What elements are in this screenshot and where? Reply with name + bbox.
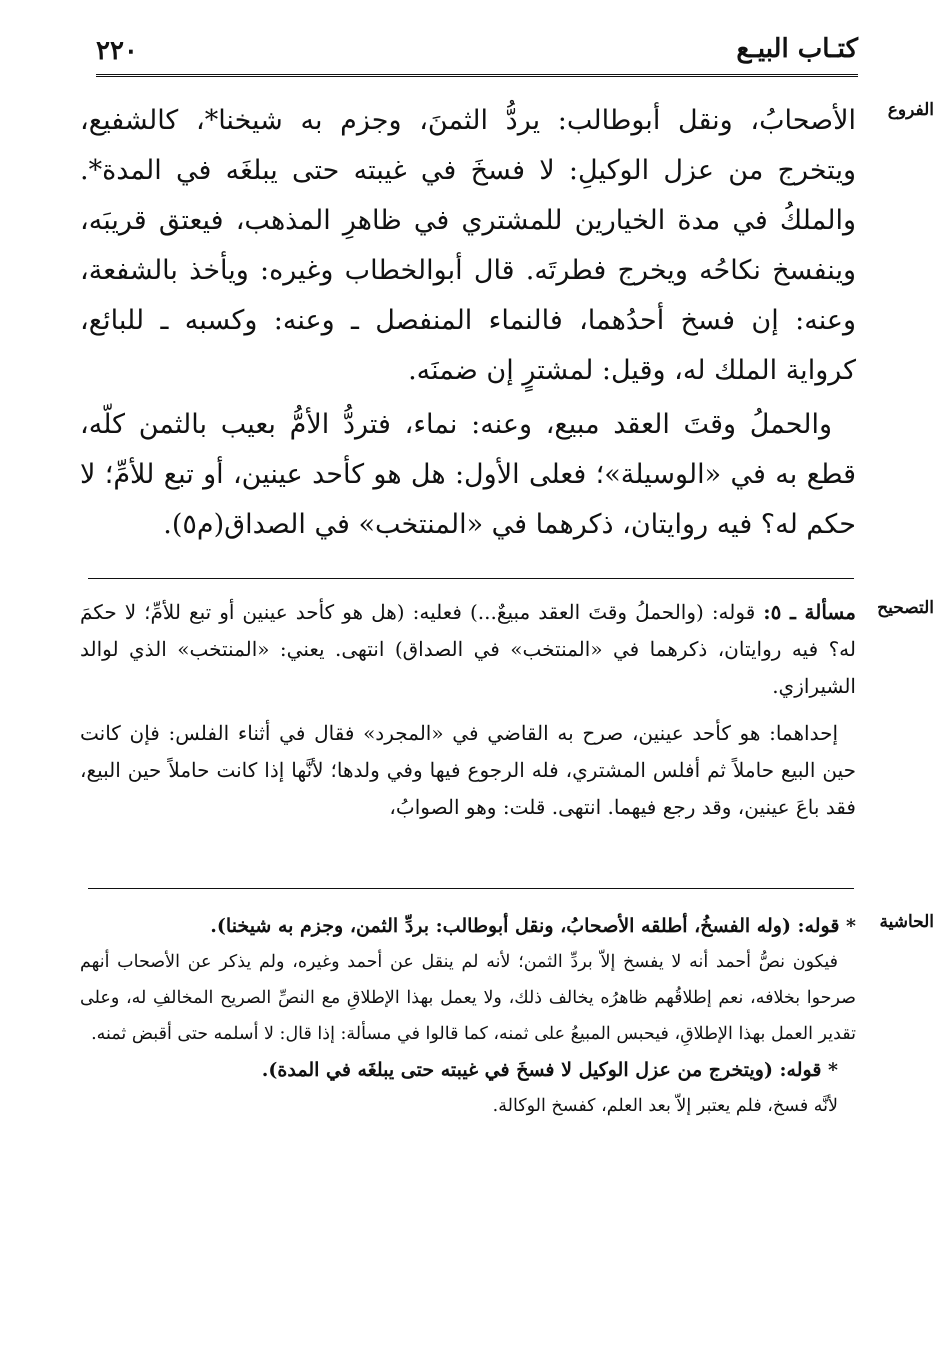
running-title: كتـاب البيـع [736,34,858,64]
tashih-paragraph-1 [80,594,856,705]
hashiya-note-2-body: لأنَّه فسخ، فلم يعتبر إلاّ بعد العلم، كفسخ الوكالة. [492,1096,838,1116]
page-header [96,28,858,74]
hashiya-note-1-quote: * قوله: (وله الفسخُ، أطلقه الأصحابُ، ونقل أبوطالب: بردِّ الثمن، وجزم به شيخنا). [210,915,856,937]
page-number: ٢٢٠ [96,36,138,66]
issue-label: مسألة ـ ٥: [763,600,856,624]
tashih-text [80,594,856,826]
hashiya-text [80,908,856,1124]
hashiya-label: الحاشية [879,912,934,932]
tashih-paragraph-2: إحداهما: هو كأحد عينين، صرح به القاضي في «المجرد» فقال في أثناء الفلس: فإن كانت حين البيع حاملاً ثم أفلس المشتري، فله الرجوع فيها وفي ولدها؛ لأنَّها إذا كانت حاملاً حين البيع، فقد باعَ عينين، وقد رجع فيهما. انتهى. قلت: وهو الصوابُ، [80,721,856,819]
furu-text [80,96,856,550]
hashiya-note-2-quote: * قوله: (ويتخرج من عزل الوكيل لا فسخَ في غيبته حتى يبلغَه في المدة). [261,1059,838,1081]
hashiya-section [80,908,934,1124]
hashiya-note-1-body: فيكون نصُّ أحمد أنه لا يفسخ إلاّ بردِّ الثمن؛ لأنه لم ينقل عن أحمد وغيره، ولم يذكر عن الأصحاب أنهم صرحوا بخلافه، نعم إطلاقُهم ظاهرُه يخالف ذلك، ولا يعمل بهذا الإطلاقِ مع النصِّ الصريح المخالفِ له، وعلى تقدير العمل بهذا الإطلاقِ، فيحبس المبيعُ على ثمنه، كما قالوا في مسألة: إذا قال: لا أسلمه حتى أقبض ثمنه. [80,952,856,1044]
header-rule [96,74,858,77]
furu-label: الفروع [887,100,934,120]
furu-paragraph-1: الأصحابُ، ونقل أبوطالب: يردُّ الثمنَ، وجزم به شيخنا*، كالشفيع، ويتخرج من عزل الوكيلِ: لا فسخَ في غيبته حتى يبلغَه في المدة*. والملكُ في مدة الخيارين للمشتري في ظاهرِ المذهب، فيعتق قريبَه، وينفسخ نكاحُه ويخرج فطرتَه. قال أبوالخطاب وغيره: ويأخذ بالشفعة، وعنه: إن فسخ أحدُهما، فالنماء المنفصل ـ وعنه: وكسبه ـ للبائع، كرواية الملك له، وقيل: لمشترٍ إن ضمنَه. [80,105,856,386]
furu-section [80,96,934,550]
tashih-label: التصحيح [877,598,934,618]
tashih-paragraph-1-text: قوله: (والحملُ وقتَ العقد مبيعٌ...) فعليه: (هل هو كأحد عينين أو تبع للأمِّ؛ لا حكمَ له؟ فيه روايتان، ذكرهما في «المنتخب» في الصداق) انتهى. يعني: «المنتخب» الذي لوالد الشيرازي. [80,600,856,698]
section-divider-1 [88,578,854,579]
section-divider-2 [88,888,854,889]
tashih-section [80,594,934,826]
furu-paragraph-2: والحملُ وقتَ العقد مبيع، وعنه: نماء، فتردُّ الأمُّ بعيب بالثمن كلّه، قطع به في «الوسيلة»؛ فعلى الأول: هل هو كأحد عينين، أو تبع للأمِّ؛ لا حكم له؟ فيه روايتان، ذكرهما في «المنتخب» في الصداق(م٥). [80,409,856,540]
